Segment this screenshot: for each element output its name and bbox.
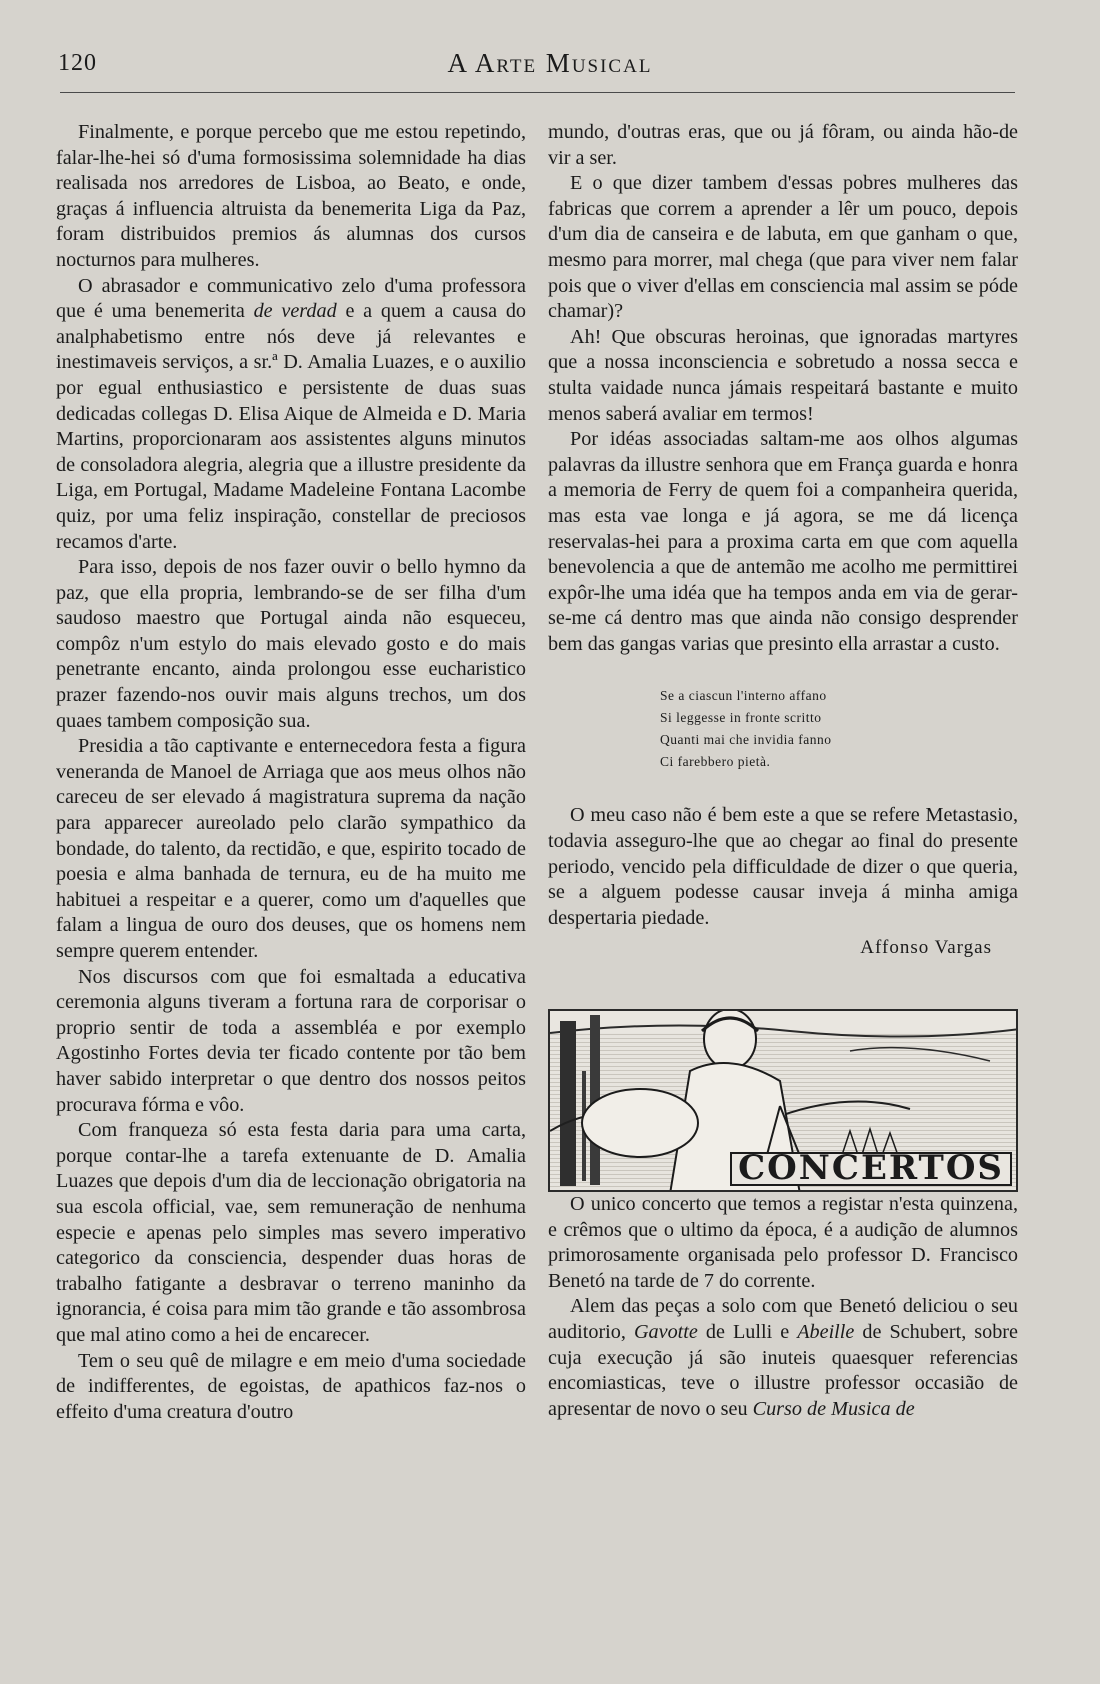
running-head-title: A Arte Musical [447,48,653,78]
italic-title: Abeille [797,1321,855,1343]
right-column [548,120,1018,1422]
paragraph: Finalmente, e porque percebo que me estou repetindo, falar-lhe-hei só d'uma formosissima solemnidade ha dias realisada nos arredores de Lisboa, ao Beato, e onde, graças á influencia altruista da benemerita Liga da Paz, foram distribuidos premios ás alumnas dos cursos nocturnos para mulheres. [56,121,526,271]
verse-line: Ci farebbero pietà. [660,754,771,770]
verse-line: Si leggesse in fronte scritto [660,710,822,726]
verse-quote [660,685,1018,773]
concertos-title: CONCERTOS [730,1152,1012,1186]
concertos-illustration [548,1009,1018,1192]
italic-title: Curso de Musica de [752,1397,915,1420]
paragraph: E o que dizer tambem d'essas pobres mulheres das fabricas que correm a aprender a lêr um pouco, depois d'um dia de canseira e de labuta, em que ganham o que, mesmo para morrer, mal chega (que para viver nem falar pois que o viver d'ellas em consciencia mal assim se póde chamar)? [548,172,1018,323]
verse-line: Quanti mai che invidia fanno [660,732,832,748]
header-rule [60,92,1015,93]
italic-phrase: de verdad [253,300,337,323]
verse-line: Se a ciascun l'interno affano [660,688,827,704]
paragraph: mundo, d'outras eras, que ou já fôram, ou ainda hão-de vir a ser. [548,121,1018,169]
page-number: 120 [58,50,97,76]
italic-title: Gavotte [633,1321,698,1343]
paragraph: Presidia a tão captivante e enternecedora festa a figura veneranda de Manoel de Arriaga que aos meus olhos não careceu de ser elevado á magistratura suprema da nação para apparecer aureolado pelo clarão sympathico da bondade, do talento, da rectidão, e que, espirito tocado de poesia e alma banhada de ternura, eu de ha muito me habituei a respeitar e a querer, como um d'aquelles que falam a lingua de ouro dos deuses, que os homens nem sempre querem entender. [56,735,526,962]
paragraph: Para isso, depois de nos fazer ouvir o bello hymno da paz, que ella propria, lembrando-se de ser filha d'um saudoso maestro que Portugal ainda não esqueceu, compôz n'um estylo do mais elevado gosto e do mais penetrante encanto, ainda prolongou esse eucharistico prazer fazendo-nos ouvir mais alguns trechos, um dos quaes tambem composição sua. [56,556,526,732]
paragraph: Nos discursos com que foi esmaltada a educativa ceremonia alguns tiveram a fortuna rara de corporisar o proprio sentir de toda a assembléa e por exemplo Agostinho Fortes devia ter ficado contente por tão bem haver sabido interpretar o que dentro dos nossos peitos procurava fórma e vôo. [56,965,526,1116]
paragraph: Por idéas associadas saltam-me aos olhos algumas palavras da illustre senhora que em França guarda e honra a memoria de Ferry de quem foi a companheira querida, mas esta vae longa e já agora, se me dá licença reservalas-hei para a proxima carta em que com aquella benevolencia a que de antemão me acolho me permittirei expôr-lhe uma idéa que ha tempos anda em via de gerar-se-me cá dentro mas que ainda não consigo desprender bem das gangas varias que presinto ella arrastar a custo. [548,428,1018,655]
paragraph: O unico concerto que temos a registar n'esta quinzena, e crêmos que o ultimo da época, é a audição de alumnos primorosamente organisada pelo professor D. Francisco Benetó na tarde de 7 do corrente. [548,1193,1018,1292]
paragraph: O abrasador e communicativo zelo d'uma professora que é uma benemerita de verdad e a quem a causa do analphabetismo entre nós deve já relevantes e inestimaveis serviços, a sr.ª D. Amalia Luazes, e o auxilio por egual enthusiastico e persistente de duas suas dedicadas collegas D. Elisa Aique de Almeida e D. Maria Martins, proporcionaram aos assistentes alguns minutos de consoladora alegria, alegria que a illustre presidente da Liga, em Portugal, Madame Madeleine Fontana Lacombe quiz, por uma feliz inspiração, constellar de preciosos recamos d'arte. [56,274,527,553]
author-signature: Affonso Vargas [860,937,992,959]
left-column [56,120,526,1425]
paragraph: Ah! Que obscuras heroinas, que ignoradas martyres que a nossa inconsciencia e sobretudo a nossa secca e stulta vaidade nunca jámais respeitará bastante e muito menos saberá avaliar em termos! [548,325,1018,425]
paragraph: O meu caso não é bem este a que se refere Metastasio, todavia asseguro-lhe que ao chegar ao final do presente periodo, vencido pela difficuldade de dizer o que queria, se a alguem podesse causar inveja á minha amiga despertaria piedade. [548,804,1018,929]
paragraph: Alem das peças a solo com que Benetó deliciou o seu auditorio, Gavotte de Lulli e Abeille de Schubert, sobre cuja execução já são inuteis quaesquer referencias encomiasticas, teve o illustre professor occasião de apresentar de novo o seu Curso de Musica de [548,1295,1018,1420]
paragraph: Com franqueza só esta festa daria para uma carta, porque contar-lhe a tarefa extenuante de D. Amalia Luazes que depois d'um dia de leccionação obrigatoria na sua escola official, vae, sem remuneração de nenhuma especie e apenas pelo simples mas severo imperativo categorico da consciencia, despender duas horas de trabalho fatigante a desbravar o terreno maninho da ignorancia, é coisa para mim tão grande e tão assombrosa que mal atino como a hei de encarecer. [56,1119,526,1346]
paragraph: Tem o seu quê de milagre e em meio d'uma sociedade de indifferentes, de egoistas, de apathicos faz-nos o effeito d'uma creatura d'outro [56,1349,526,1423]
